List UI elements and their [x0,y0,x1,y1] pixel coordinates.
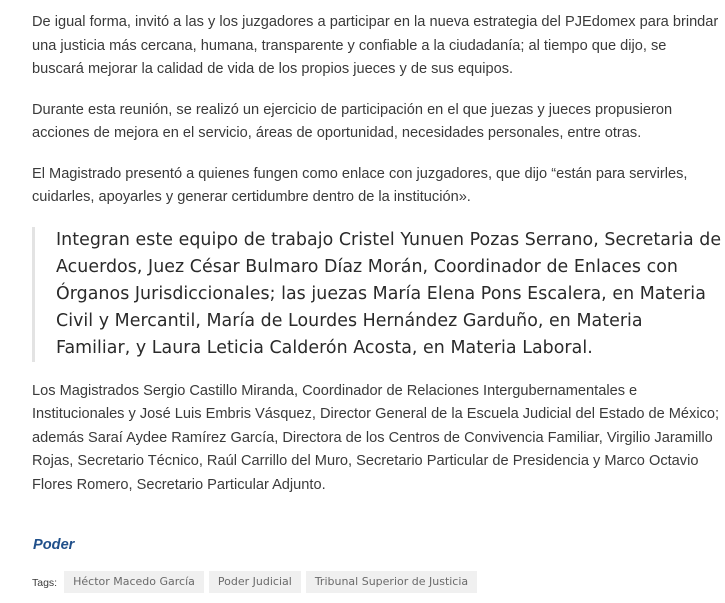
tags-label: Tags: [32,577,58,589]
source-link-poder[interactable]: Poder [33,537,75,553]
tag-hector-macedo-garcia[interactable]: Héctor Macedo García [64,571,204,593]
article-body [32,11,722,593]
article-paragraph-4: Los Magistrados Sergio Castillo Miranda, Coordinador de Relaciones Intergubernamentales e Institucionales y José Luis Embris Vásquez, Director General de la Escuela Judicial del Estado de México; además Saraí Aydee Ramírez García, Directora de los Centros de Convivencia Familiar, Virgilio Jaramillo Rojas, Secretario Técnico, Raúl Carrillo del Muro, Secretario Particular de Presidencia y Marco Octavio Flores Romero, Secretario Particular Adjunto. [32,382,720,493]
blockquote: Integran este equipo de trabajo Cristel Yunuen Pozas Serrano, Secretaria de Acuerdos, Juez César Bulmaro Díaz Morán, Coordinador de Enlaces con Órganos Jurisdiccionales; las juezas María Elena Pons Escalera, en Materia Civil y Mercantil, María de Lourdes Hernández Garduño, en Materia Familiar, y Laura Leticia Calderón Acosta, en Materia Laboral. [32,227,722,362]
tag-poder-judicial[interactable]: Poder Judicial [209,571,301,593]
article-paragraph-2: Durante esta reunión, se realizó un ejercicio de participación en el que juezas y jueces propusieron acciones de mejora en el servicio, áreas de oportunidad, necesidades personales, entre otras. [32,101,673,141]
tag-tribunal-superior-de-justicia[interactable]: Tribunal Superior de Justicia [306,571,477,593]
article-paragraph-1: De igual forma, invitó a las y los juzgadores a participar en la nueva estrategia del PJEdomex para brindar una justicia más cercana, humana, transparente y confiable a la ciudadanía; al tiempo que dijo, se buscará mejorar la calidad de vida de los propios jueces y de sus equipos. [32,14,719,77]
article-paragraph-3: El Magistrado presentó a quienes fungen como enlace con juzgadores, que dijo “están para servirles, cuidarles, apoyarles y generar certidumbre dentro de la institución». [32,165,688,205]
tags-bar [32,571,722,593]
